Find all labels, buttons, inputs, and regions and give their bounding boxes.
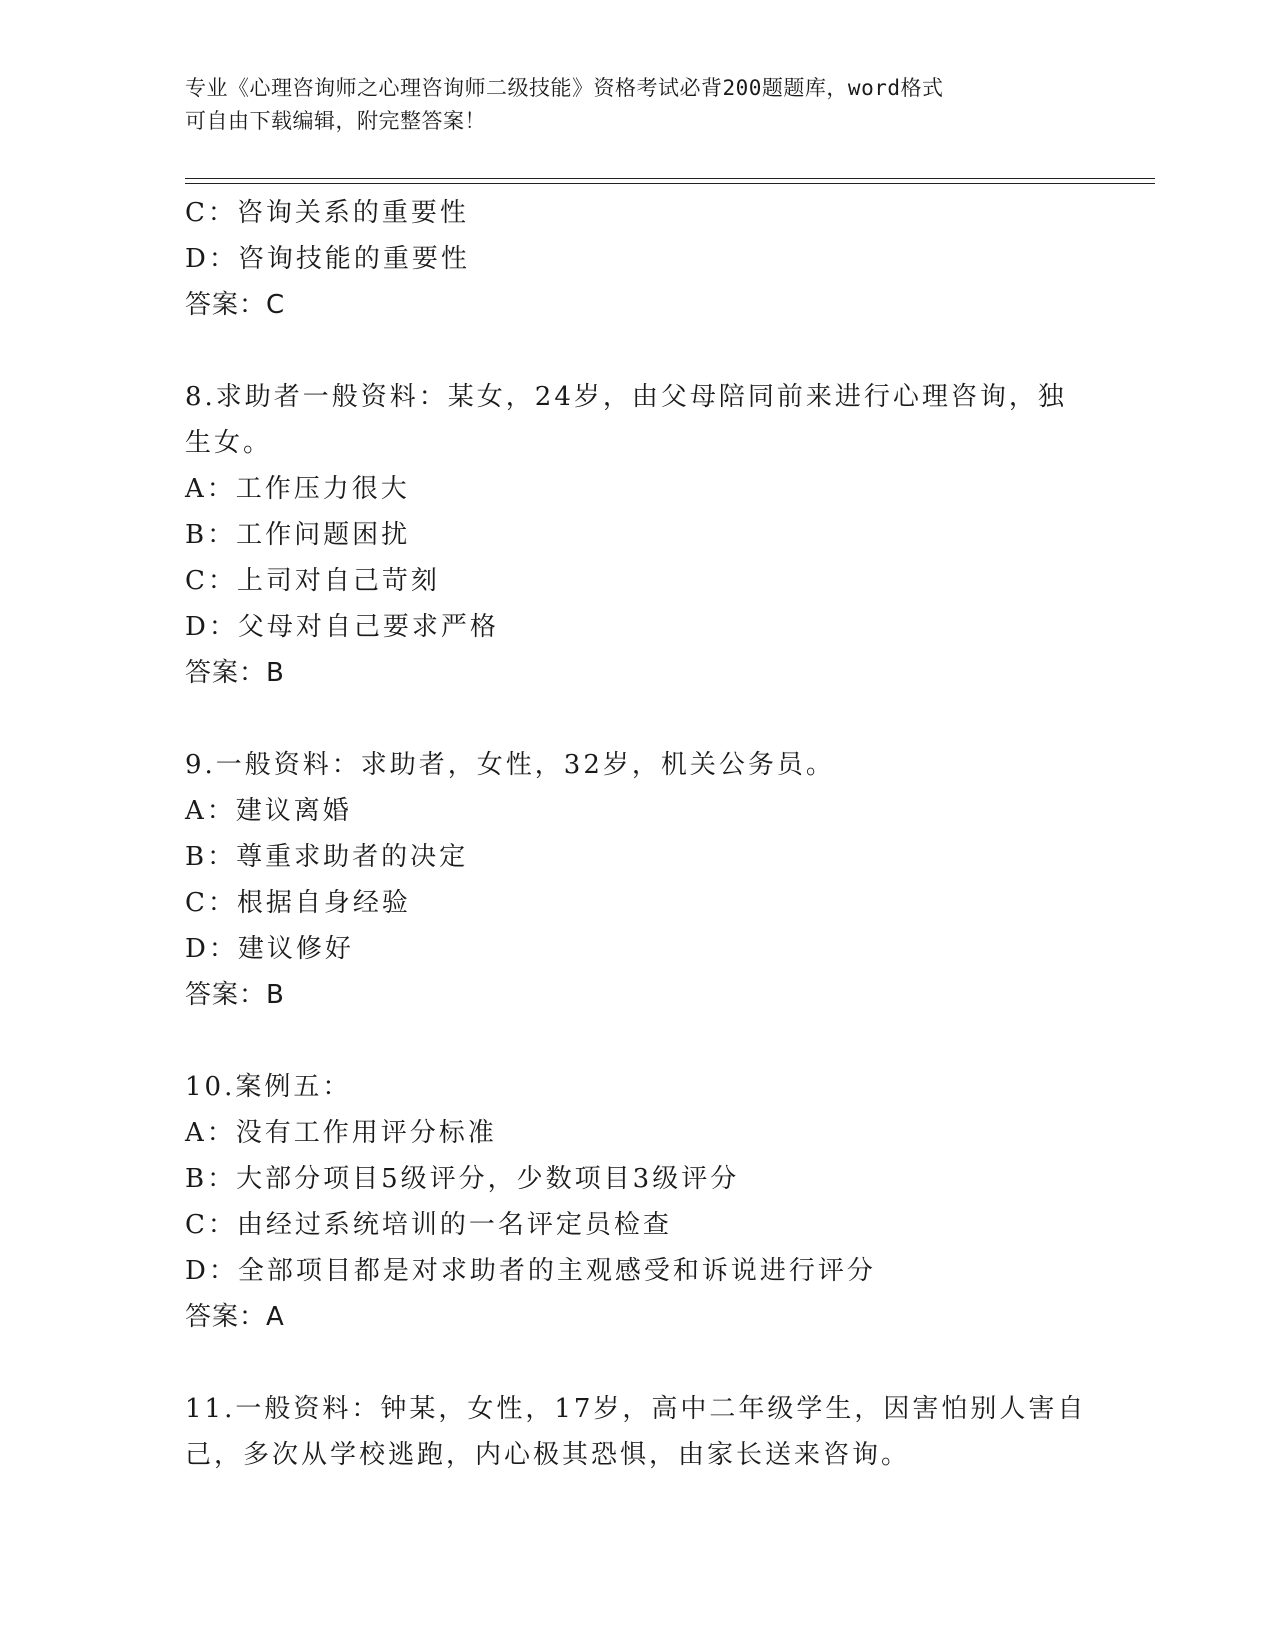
question-block — [185, 1064, 1085, 1340]
question-block — [185, 742, 1085, 1018]
header-divider — [185, 178, 1155, 184]
answer-line: 答案：B — [185, 980, 285, 1010]
question-text: 生女。 — [185, 428, 273, 458]
block-spacer — [185, 1018, 1085, 1064]
block-spacer — [185, 1340, 1085, 1386]
question-block — [185, 190, 1085, 328]
option-c: C：上司对自己苛刻 — [185, 566, 440, 596]
question-text: 10.案例五： — [185, 1072, 352, 1102]
document-header — [185, 72, 1085, 138]
block-spacer — [185, 328, 1085, 374]
option-b: B：尊重求助者的决定 — [185, 842, 469, 872]
answer-line: 答案：B — [185, 658, 285, 688]
block-spacer — [185, 696, 1085, 742]
question-text: 11.一般资料：钟某，女性，17岁，高中二年级学生，因害怕别人害自 — [185, 1394, 1087, 1424]
question-block — [185, 1386, 1085, 1478]
option-b: B：大部分项目5级评分，少数项目3级评分 — [185, 1164, 740, 1194]
header-line-1: 专业《心理咨询师之心理咨询师二级技能》资格考试必背200题题库，word格式 — [185, 76, 944, 100]
option-d: D：全部项目都是对求助者的主观感受和诉说进行评分 — [185, 1256, 876, 1286]
option-d: D：父母对自己要求严格 — [185, 612, 499, 642]
question-text: 8.求助者一般资料：某女，24岁，由父母陪同前来进行心理咨询，独 — [185, 382, 1067, 412]
question-text: 己，多次从学校逃跑，内心极其恐惧，由家长送来咨询。 — [185, 1440, 911, 1470]
option-a: A：建议离婚 — [185, 796, 352, 826]
option-d: D：咨询技能的重要性 — [185, 244, 470, 274]
question-block — [185, 374, 1085, 696]
question-text: 9.一般资料：求助者，女性，32岁，机关公务员。 — [185, 750, 835, 780]
answer-line: 答案：C — [185, 290, 286, 320]
option-c: C：咨询关系的重要性 — [185, 198, 469, 228]
option-a: A：没有工作用评分标准 — [185, 1118, 497, 1148]
header-line-2: 可自由下载编辑，附完整答案！ — [185, 109, 486, 133]
question-list — [185, 190, 1085, 1478]
option-c: C：由经过系统培训的一名评定员检查 — [185, 1210, 672, 1240]
option-b: B：工作问题困扰 — [185, 520, 411, 550]
option-d: D：建议修好 — [185, 934, 354, 964]
option-a: A：工作压力很大 — [185, 474, 410, 504]
answer-line: 答案：A — [185, 1302, 285, 1332]
option-c: C：根据自身经验 — [185, 888, 411, 918]
